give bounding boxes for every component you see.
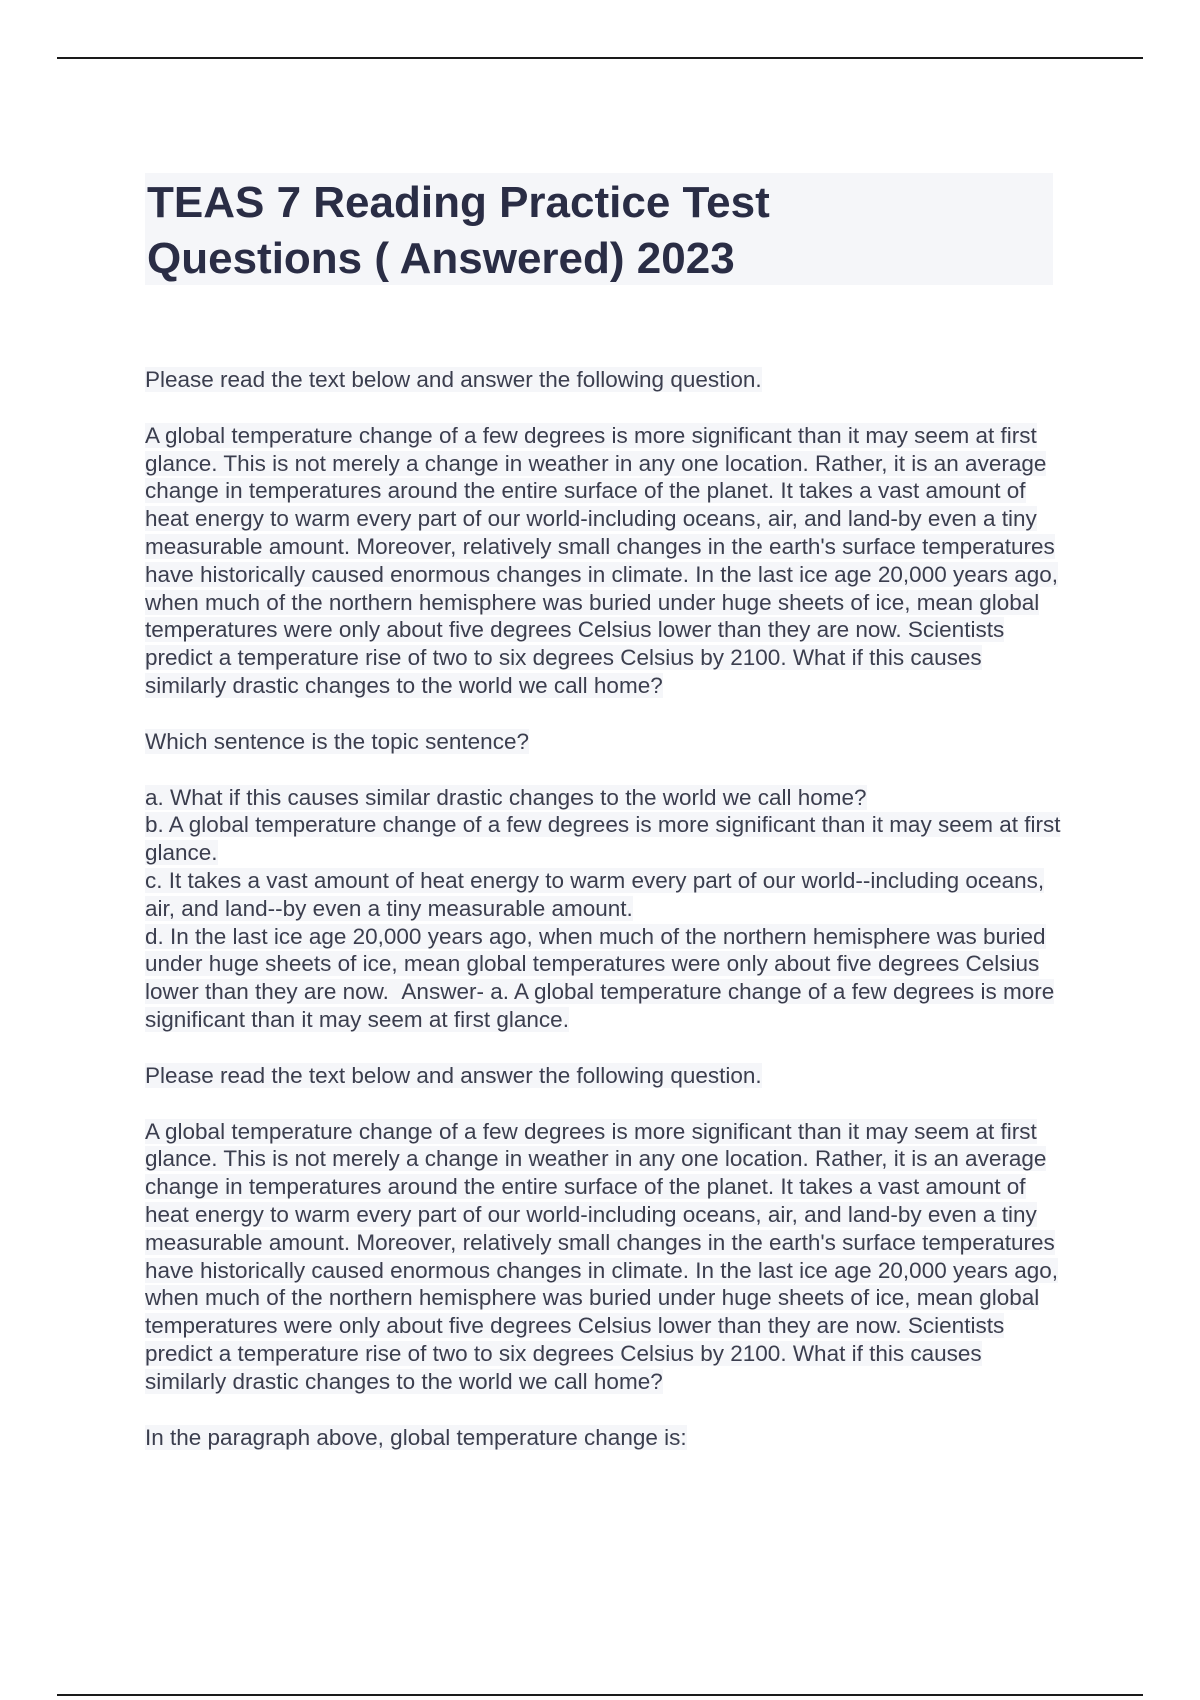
q1-instruction: Please read the text below and answer the following question. [145,367,762,392]
q2-question: In the paragraph above, global temperature change is: [145,1424,687,1450]
bottom-rule [57,1694,1143,1696]
question-2 [145,1062,1065,1452]
q1-option-c: c. It takes a vast amount of heat energy to warm every part of our world--including oceans, air, and land--by even a tiny measurable amount. [145,867,1045,921]
question-1 [145,366,1065,1034]
page-title [145,173,1053,287]
q1-question: Which sentence is the topic sentence? [145,728,529,754]
q1-option-b: b. A global temperature change of a few degrees is more significant than it may seem at first glance. [145,812,1061,866]
q2-passage: A global temperature change of a few degrees is more significant than it may seem at first glance. This is not merely a change in weather in any one location. Rather, it is an average change in temperatures around the entire surface of the planet. It takes a vast amount of heat energy to warm every part of our world-including oceans, air, and land-by even a tiny measurable amount. Moreover, relatively small changes in the earth's surface temperatures have historically caused enormous changes in climate. In the last ice age 20,000 years ago, when much of the northern hemisphere was buried under huge sheets of ice, mean global temperatures were only about five degrees Celsius lower than they are now. Scientists predict a temperature rise of two to six degrees Celsius by 2100. What if this causes similarly drastic changes to the world we call home? [145,1118,1059,1394]
q1-option-d: d. In the last ice age 20,000 years ago, when much of the northern hemisphere was buried under huge sheets of ice, mean global temperatures were only about five degrees Celsius lower than they are now. [145,923,1046,1005]
title-block [145,173,1053,285]
q1-option-d-and-answer [145,923,1065,1034]
q1-option-a: a. What if this causes similar drastic changes to the world we call home? [145,784,867,810]
page-title-line-2: Questions ( Answered) 2023 [147,234,735,283]
top-rule [57,57,1143,59]
document-body [145,366,1065,1451]
page-title-line-1: TEAS 7 Reading Practice Test [147,178,770,227]
q1-answer: Answer- a. A global temperature change of a few degrees is more significant than it may seem at first glance. [145,979,1055,1032]
q1-passage: A global temperature change of a few degrees is more significant than it may seem at first glance. This is not merely a change in weather in any one location. Rather, it is an average change in temperatures around the entire surface of the planet. It takes a vast amount of heat energy to warm every part of our world-including oceans, air, and land-by even a tiny measurable amount. Moreover, relatively small changes in the earth's surface temperatures have historically caused enormous changes in climate. In the last ice age 20,000 years ago, when much of the northern hemisphere was buried under huge sheets of ice, mean global temperatures were only about five degrees Celsius lower than they are now. Scientists predict a temperature rise of two to six degrees Celsius by 2100. What if this causes similarly drastic changes to the world we call home? [145,422,1059,698]
q2-instruction: Please read the text below and answer the following question. [145,1062,762,1088]
